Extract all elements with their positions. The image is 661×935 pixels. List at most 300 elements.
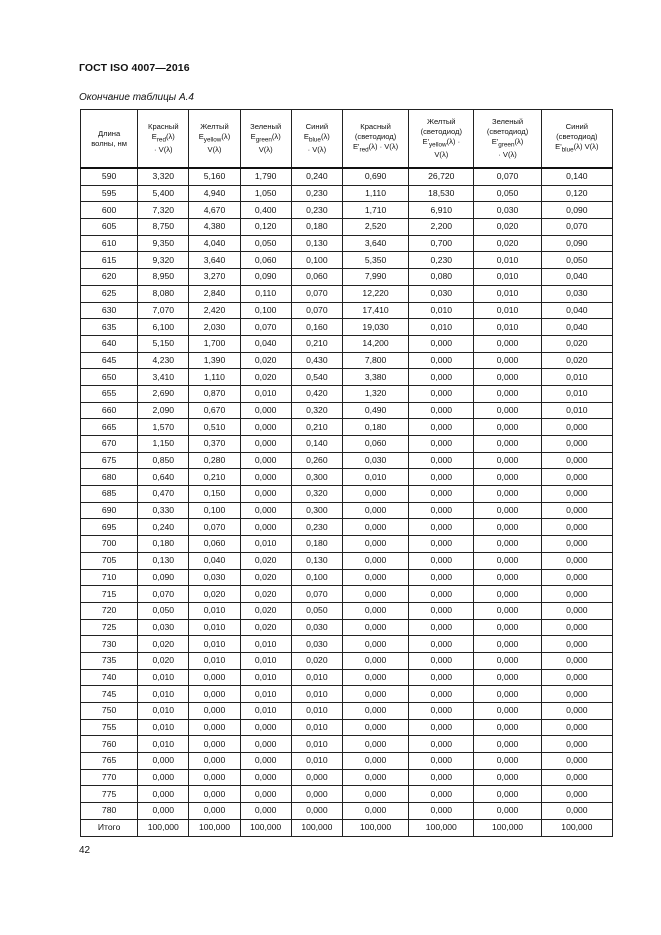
row-label-cell: 695 (81, 519, 138, 536)
value-cell: 0,090 (541, 202, 612, 219)
value-cell: 0,330 (138, 502, 189, 519)
value-cell: 0,180 (342, 419, 408, 436)
value-cell: 0,000 (541, 786, 612, 803)
value-cell: 0,000 (189, 769, 240, 786)
value-cell: 6,100 (138, 319, 189, 336)
value-cell: 0,850 (138, 452, 189, 469)
table-header (81, 110, 613, 169)
value-cell: 0,010 (138, 703, 189, 720)
value-cell: 0,010 (240, 652, 291, 669)
row-label-cell: 725 (81, 619, 138, 636)
table-row (81, 803, 613, 820)
table-row (81, 185, 613, 202)
document-header: ГОСТ ISO 4007—2016 (79, 62, 190, 74)
value-cell: 1,790 (240, 168, 291, 185)
value-cell: 12,220 (342, 285, 408, 302)
value-cell: 0,010 (240, 669, 291, 686)
value-cell: 0,020 (240, 569, 291, 586)
row-label-cell: 750 (81, 703, 138, 720)
value-cell: 0,050 (541, 252, 612, 269)
value-cell: 0,040 (189, 552, 240, 569)
value-cell: 0,000 (474, 469, 541, 486)
table-row (81, 219, 613, 236)
table-row (81, 753, 613, 770)
row-label-cell: 775 (81, 786, 138, 803)
value-cell: 0,010 (474, 252, 541, 269)
table-row (81, 352, 613, 369)
row-label-cell: 710 (81, 569, 138, 586)
value-cell: 1,320 (342, 385, 408, 402)
value-cell: 5,400 (138, 185, 189, 202)
value-cell: 0,000 (189, 686, 240, 703)
value-cell: 0,180 (291, 536, 342, 553)
row-label-cell: 625 (81, 285, 138, 302)
value-cell: 0,230 (291, 202, 342, 219)
value-cell: 0,000 (541, 719, 612, 736)
value-cell: 9,320 (138, 252, 189, 269)
value-cell: 0,300 (291, 502, 342, 519)
row-label-cell: 610 (81, 235, 138, 252)
value-cell: 0,010 (474, 319, 541, 336)
row-label-cell: 755 (81, 719, 138, 736)
table-row (81, 385, 613, 402)
value-cell: 0,070 (291, 586, 342, 603)
value-cell: 0,020 (240, 552, 291, 569)
value-cell: 0,000 (474, 335, 541, 352)
row-label-cell: 735 (81, 652, 138, 669)
value-cell: 4,230 (138, 352, 189, 369)
column-header: Зеленый (светодиод) $E'_{green}(\lambda)$ · V(λ) (474, 110, 541, 169)
value-cell: 0,000 (409, 469, 474, 486)
value-cell: 100,000 (138, 819, 189, 836)
value-cell: 0,030 (291, 636, 342, 653)
value-cell: 19,030 (342, 319, 408, 336)
value-cell: 0,000 (342, 736, 408, 753)
value-cell: 100,000 (189, 819, 240, 836)
value-cell: 0,050 (291, 602, 342, 619)
table-row (81, 402, 613, 419)
value-cell: 0,010 (240, 385, 291, 402)
value-cell: 0,030 (409, 285, 474, 302)
value-cell: 0,000 (409, 385, 474, 402)
row-label-cell: 690 (81, 502, 138, 519)
table-row (81, 586, 613, 603)
value-cell: 0,000 (409, 602, 474, 619)
table-row (81, 469, 613, 486)
value-cell: 0,320 (291, 486, 342, 503)
value-cell: 3,640 (189, 252, 240, 269)
value-cell: 0,000 (474, 452, 541, 469)
value-cell: 0,000 (474, 486, 541, 503)
value-cell: 0,040 (541, 319, 612, 336)
value-cell: 0,070 (138, 586, 189, 603)
value-cell: 5,150 (138, 335, 189, 352)
total-row (81, 819, 613, 836)
value-cell: 0,000 (474, 502, 541, 519)
value-cell: 2,690 (138, 385, 189, 402)
value-cell: 1,110 (189, 369, 240, 386)
value-cell: 0,260 (291, 452, 342, 469)
table-row (81, 619, 613, 636)
value-cell: 14,200 (342, 335, 408, 352)
value-cell: 0,000 (342, 753, 408, 770)
value-cell: 0,020 (240, 352, 291, 369)
value-cell: 0,000 (240, 769, 291, 786)
value-cell: 0,000 (240, 519, 291, 536)
value-cell: 2,200 (409, 219, 474, 236)
row-label-cell: 760 (81, 736, 138, 753)
table-row (81, 202, 613, 219)
value-cell: 0,180 (138, 536, 189, 553)
value-cell: 0,470 (138, 486, 189, 503)
value-cell: 0,670 (189, 402, 240, 419)
column-header: Синий $E_{blue}(\lambda)$ · V(λ) (291, 110, 342, 169)
table-row (81, 319, 613, 336)
table-row (81, 769, 613, 786)
value-cell: 0,000 (138, 769, 189, 786)
value-cell: 0,020 (291, 652, 342, 669)
value-cell: 0,010 (240, 636, 291, 653)
value-cell: 0,000 (541, 436, 612, 453)
value-cell: 0,490 (342, 402, 408, 419)
value-cell: 0,000 (541, 703, 612, 720)
value-cell: 0,000 (342, 719, 408, 736)
value-cell: 0,020 (240, 369, 291, 386)
value-cell: 0,010 (138, 686, 189, 703)
value-cell: 0,000 (474, 753, 541, 770)
table-row (81, 636, 613, 653)
page-number: 42 (79, 845, 91, 856)
value-cell: 0,000 (541, 586, 612, 603)
value-cell: 0,010 (541, 402, 612, 419)
value-cell: 0,000 (474, 352, 541, 369)
value-cell: 0,000 (409, 436, 474, 453)
value-cell: 0,070 (474, 168, 541, 185)
table-row (81, 369, 613, 386)
value-cell: 0,000 (342, 502, 408, 519)
value-cell: 0,230 (291, 185, 342, 202)
value-cell: 0,000 (409, 519, 474, 536)
value-cell: 0,090 (541, 235, 612, 252)
value-cell: 0,000 (541, 619, 612, 636)
value-cell: 0,050 (138, 602, 189, 619)
value-cell: 0,130 (138, 552, 189, 569)
value-cell: 100,000 (409, 819, 474, 836)
value-cell: 0,070 (189, 519, 240, 536)
value-cell: 100,000 (240, 819, 291, 836)
table-row (81, 168, 613, 185)
value-cell: 1,150 (138, 436, 189, 453)
row-label-cell: 715 (81, 586, 138, 603)
table-row (81, 669, 613, 686)
value-cell: 0,000 (541, 769, 612, 786)
value-cell: 0,000 (342, 769, 408, 786)
value-cell: 0,000 (138, 803, 189, 820)
value-cell: 0,000 (409, 753, 474, 770)
value-cell: 0,010 (541, 385, 612, 402)
value-cell: 0,010 (189, 619, 240, 636)
value-cell: 0,000 (409, 335, 474, 352)
value-cell: 0,000 (189, 719, 240, 736)
value-cell: 0,010 (342, 469, 408, 486)
value-cell: 3,320 (138, 168, 189, 185)
value-cell: 0,000 (409, 419, 474, 436)
value-cell: 0,000 (189, 703, 240, 720)
value-cell: 0,070 (291, 285, 342, 302)
value-cell: 0,000 (409, 652, 474, 669)
value-cell: 0,000 (240, 803, 291, 820)
value-cell: 1,700 (189, 335, 240, 352)
value-cell: 0,130 (291, 552, 342, 569)
value-cell: 2,840 (189, 285, 240, 302)
value-cell: 0,000 (409, 402, 474, 419)
value-cell: 0,010 (291, 753, 342, 770)
value-cell: 0,010 (541, 369, 612, 386)
value-cell: 0,010 (240, 703, 291, 720)
value-cell: 0,000 (189, 786, 240, 803)
column-header: Зеленый $E_{green}(\lambda)$ V(λ) (240, 110, 291, 169)
row-label-cell: 770 (81, 769, 138, 786)
value-cell: 2,520 (342, 219, 408, 236)
value-cell: 0,040 (240, 335, 291, 352)
spectral-data-table (80, 109, 613, 837)
value-cell: 0,010 (291, 703, 342, 720)
table-row (81, 419, 613, 436)
value-cell: 1,570 (138, 419, 189, 436)
value-cell: 0,000 (409, 486, 474, 503)
value-cell: 0,070 (541, 219, 612, 236)
value-cell: 0,000 (409, 452, 474, 469)
value-cell: 0,120 (541, 185, 612, 202)
row-label-cell: 765 (81, 753, 138, 770)
value-cell: 0,000 (291, 769, 342, 786)
value-cell: 0,000 (409, 719, 474, 736)
value-cell: 0,000 (409, 686, 474, 703)
value-cell: 0,010 (291, 669, 342, 686)
value-cell: 100,000 (291, 819, 342, 836)
value-cell: 0,030 (541, 285, 612, 302)
value-cell: 0,100 (189, 502, 240, 519)
value-cell: 0,010 (189, 602, 240, 619)
value-cell: 0,210 (291, 419, 342, 436)
value-cell: 0,000 (474, 686, 541, 703)
value-cell: 0,090 (138, 569, 189, 586)
row-label-cell: 665 (81, 419, 138, 436)
value-cell: 0,000 (409, 369, 474, 386)
value-cell: 0,020 (474, 235, 541, 252)
value-cell: 0,000 (409, 352, 474, 369)
value-cell: 4,040 (189, 235, 240, 252)
value-cell: 0,000 (474, 402, 541, 419)
value-cell: 0,040 (541, 269, 612, 286)
value-cell: 0,000 (474, 786, 541, 803)
column-header: Длина волны, нм (81, 110, 138, 169)
value-cell: 0,160 (291, 319, 342, 336)
table-row (81, 502, 613, 519)
value-cell: 0,210 (291, 335, 342, 352)
value-cell: 0,040 (541, 302, 612, 319)
value-cell: 0,000 (240, 469, 291, 486)
value-cell: 0,000 (541, 452, 612, 469)
row-label-cell: 700 (81, 536, 138, 553)
value-cell: 6,910 (409, 202, 474, 219)
value-cell: 0,000 (342, 686, 408, 703)
value-cell: 0,000 (342, 536, 408, 553)
value-cell: 18,530 (409, 185, 474, 202)
value-cell: 0,030 (189, 569, 240, 586)
table-row (81, 285, 613, 302)
value-cell: 100,000 (541, 819, 612, 836)
table-caption: Окончание таблицы А.4 (79, 92, 194, 103)
value-cell: 0,100 (240, 302, 291, 319)
value-cell: 0,000 (474, 652, 541, 669)
value-cell: 0,070 (291, 302, 342, 319)
value-cell: 0,000 (474, 803, 541, 820)
value-cell: 0,060 (342, 436, 408, 453)
value-cell: 4,670 (189, 202, 240, 219)
value-cell: 0,000 (541, 519, 612, 536)
value-cell: 0,010 (291, 736, 342, 753)
value-cell: 2,420 (189, 302, 240, 319)
row-label-cell: 655 (81, 385, 138, 402)
table-row (81, 452, 613, 469)
value-cell: 4,380 (189, 219, 240, 236)
value-cell: 0,060 (291, 269, 342, 286)
value-cell: 0,070 (240, 319, 291, 336)
row-label-cell: 685 (81, 486, 138, 503)
row-label-cell: 640 (81, 335, 138, 352)
value-cell: 0,000 (240, 436, 291, 453)
table-row (81, 703, 613, 720)
value-cell: 0,000 (541, 803, 612, 820)
value-cell: 8,950 (138, 269, 189, 286)
value-cell: 1,710 (342, 202, 408, 219)
value-cell: 0,000 (474, 536, 541, 553)
row-label-cell: 615 (81, 252, 138, 269)
value-cell: 0,020 (541, 352, 612, 369)
table-row (81, 552, 613, 569)
value-cell: 0,000 (342, 786, 408, 803)
value-cell: 0,000 (342, 669, 408, 686)
value-cell: 0,100 (291, 569, 342, 586)
value-cell: 0,000 (240, 786, 291, 803)
row-label-cell: 740 (81, 669, 138, 686)
value-cell: 0,020 (138, 652, 189, 669)
value-cell: 0,000 (240, 753, 291, 770)
value-cell: 0,080 (409, 269, 474, 286)
row-label-cell: 660 (81, 402, 138, 419)
value-cell: 9,350 (138, 235, 189, 252)
value-cell: 0,000 (409, 669, 474, 686)
row-label-cell: 635 (81, 319, 138, 336)
column-header: Желтый (светодиод) $E'_{yellow}(\lambda)$ · V(λ) (409, 110, 474, 169)
value-cell: 0,030 (342, 452, 408, 469)
row-label-cell: 705 (81, 552, 138, 569)
header-row (81, 110, 613, 169)
value-cell: 0,000 (342, 703, 408, 720)
value-cell: 0,000 (342, 652, 408, 669)
table-row (81, 269, 613, 286)
value-cell: 0,010 (138, 669, 189, 686)
value-cell: 0,010 (138, 736, 189, 753)
value-cell: 0,180 (291, 219, 342, 236)
table-row (81, 602, 613, 619)
value-cell: 0,000 (474, 569, 541, 586)
value-cell: 0,010 (189, 636, 240, 653)
value-cell: 7,990 (342, 269, 408, 286)
value-cell: 0,020 (189, 586, 240, 603)
value-cell: 0,030 (138, 619, 189, 636)
row-label-cell: 595 (81, 185, 138, 202)
value-cell: 0,000 (474, 769, 541, 786)
value-cell: 3,640 (342, 235, 408, 252)
value-cell: 0,000 (474, 552, 541, 569)
table-row (81, 335, 613, 352)
value-cell: 0,000 (541, 753, 612, 770)
value-cell: 0,000 (474, 703, 541, 720)
value-cell: 0,000 (474, 586, 541, 603)
value-cell: 0,000 (291, 786, 342, 803)
row-label-cell: 720 (81, 602, 138, 619)
value-cell: 0,000 (409, 619, 474, 636)
value-cell: 0,000 (541, 736, 612, 753)
row-label-cell: 650 (81, 369, 138, 386)
value-cell: 0,000 (240, 419, 291, 436)
value-cell: 0,120 (240, 219, 291, 236)
value-cell: 0,000 (474, 619, 541, 636)
value-cell: 0,000 (342, 569, 408, 586)
value-cell: 0,000 (541, 486, 612, 503)
value-cell: 0,020 (240, 586, 291, 603)
value-cell: 0,000 (541, 686, 612, 703)
value-cell: 26,720 (409, 168, 474, 185)
value-cell: 0,000 (409, 569, 474, 586)
value-cell: 7,070 (138, 302, 189, 319)
column-header: Синий (светодиод) $E'_{blue}(\lambda)$ V(λ) (541, 110, 612, 169)
value-cell: 4,940 (189, 185, 240, 202)
table-row (81, 736, 613, 753)
value-cell: 0,050 (240, 235, 291, 252)
value-cell: 0,510 (189, 419, 240, 436)
value-cell: 0,010 (138, 719, 189, 736)
value-cell: 0,000 (541, 552, 612, 569)
table-row (81, 252, 613, 269)
row-label-cell: 780 (81, 803, 138, 820)
value-cell: 0,000 (409, 769, 474, 786)
value-cell: 0,020 (541, 335, 612, 352)
value-cell: 0,000 (474, 385, 541, 402)
table-row (81, 519, 613, 536)
value-cell: 0,010 (291, 686, 342, 703)
value-cell: 0,060 (189, 536, 240, 553)
value-cell: 0,000 (474, 736, 541, 753)
value-cell: 0,000 (474, 519, 541, 536)
value-cell: 0,000 (342, 486, 408, 503)
value-cell: 0,000 (189, 803, 240, 820)
value-cell: 0,010 (409, 319, 474, 336)
value-cell: 0,000 (409, 636, 474, 653)
value-cell: 0,000 (240, 452, 291, 469)
row-label-cell: 630 (81, 302, 138, 319)
value-cell: 0,140 (291, 436, 342, 453)
value-cell: 0,210 (189, 469, 240, 486)
value-cell: 3,380 (342, 369, 408, 386)
value-cell: 0,000 (541, 419, 612, 436)
value-cell: 0,020 (240, 602, 291, 619)
row-label-cell: 590 (81, 168, 138, 185)
table-row (81, 486, 613, 503)
value-cell: 0,000 (342, 602, 408, 619)
